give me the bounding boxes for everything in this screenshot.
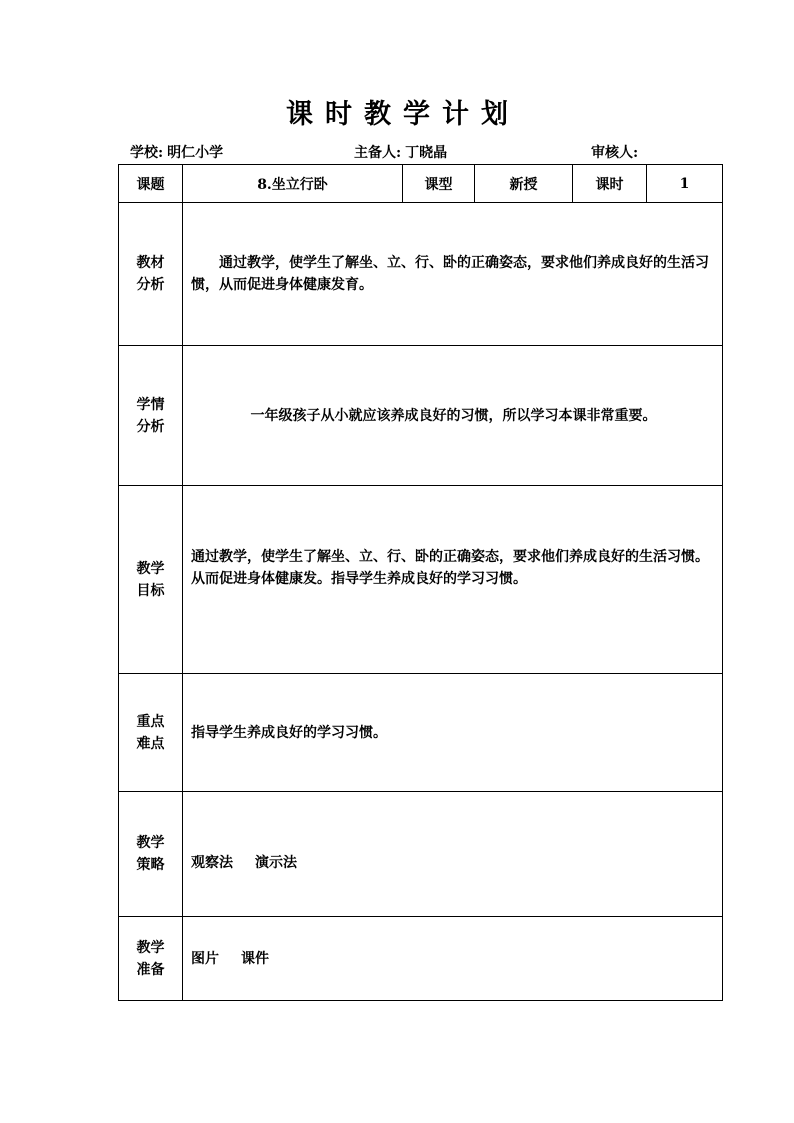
row-label-line: 学情: [136, 396, 165, 413]
teaching-strategy-cell: [183, 792, 723, 917]
row-label-student-analysis: [119, 346, 183, 486]
preparation-item: 图片: [191, 951, 219, 967]
row-label-teaching-preparation: [119, 917, 183, 1001]
hours-value: 1: [647, 165, 723, 203]
table-row: [119, 203, 723, 346]
preparer-field: [354, 142, 447, 162]
row-label-line: 策略: [136, 857, 165, 873]
preparer-label: 主备人:: [354, 145, 402, 161]
table-row: [119, 346, 723, 486]
row-label-line: 教学: [136, 560, 165, 577]
preparation-item: 课件: [241, 951, 269, 967]
preparer-value: 丁晓晶: [405, 145, 448, 161]
row-label-teaching-objectives: [119, 486, 183, 674]
row-label-teaching-strategy: [119, 792, 183, 917]
type-label: 课型: [403, 165, 475, 203]
reviewer-field: [591, 142, 638, 162]
row-label-line: 教学: [136, 939, 165, 956]
header-row: [119, 165, 723, 203]
school-label: 学校:: [130, 145, 164, 161]
type-value: 新授: [475, 165, 573, 203]
row-label-key-difficulties: [119, 674, 183, 792]
table-row: [119, 674, 723, 792]
strategy-item: 观察法: [191, 855, 233, 871]
school-value: 明仁小学: [167, 145, 224, 161]
row-label-line: 分析: [136, 418, 165, 435]
hours-label: 课时: [573, 165, 647, 203]
school-field: [130, 142, 223, 162]
student-analysis-text: 一年级孩子从小就应该养成良好的习惯，所以学习本课非常重要。: [183, 346, 723, 486]
row-label-line: 重点: [136, 713, 165, 730]
strategy-item: 演示法: [255, 855, 297, 871]
table-row: [119, 792, 723, 917]
lesson-plan-table: [118, 164, 723, 1001]
topic-label: 课题: [119, 165, 183, 203]
row-label-line: 分析: [136, 277, 165, 293]
row-label-line: 难点: [136, 735, 165, 752]
row-label-line: 目标: [136, 582, 165, 599]
material-analysis-text: 通过教学，使学生了解坐、立、行、卧的正确姿态，要求他们养成良好的生活习惯，从而促进身体健康发育。: [183, 203, 723, 346]
row-label-line: 教材: [136, 255, 165, 271]
teaching-preparation-cell: [183, 917, 723, 1001]
row-label-material-analysis: [119, 203, 183, 346]
table-row: [119, 486, 723, 674]
row-label-line: 教学: [136, 835, 165, 851]
teaching-objectives-text: 通过教学，使学生了解坐、立、行、卧的正确姿态，要求他们养成良好的生活习惯。从而促进身体健康发。指导学生养成良好的学习习惯。: [183, 486, 723, 674]
page-title: 课时教学计划: [286, 99, 520, 130]
key-difficulties-text: 指导学生养成良好的学习习惯。: [183, 674, 723, 792]
topic-value: 8.坐立行卧: [183, 165, 403, 203]
reviewer-label: 审核人:: [591, 145, 639, 161]
table-row: [119, 917, 723, 1001]
row-label-line: 准备: [136, 961, 165, 978]
